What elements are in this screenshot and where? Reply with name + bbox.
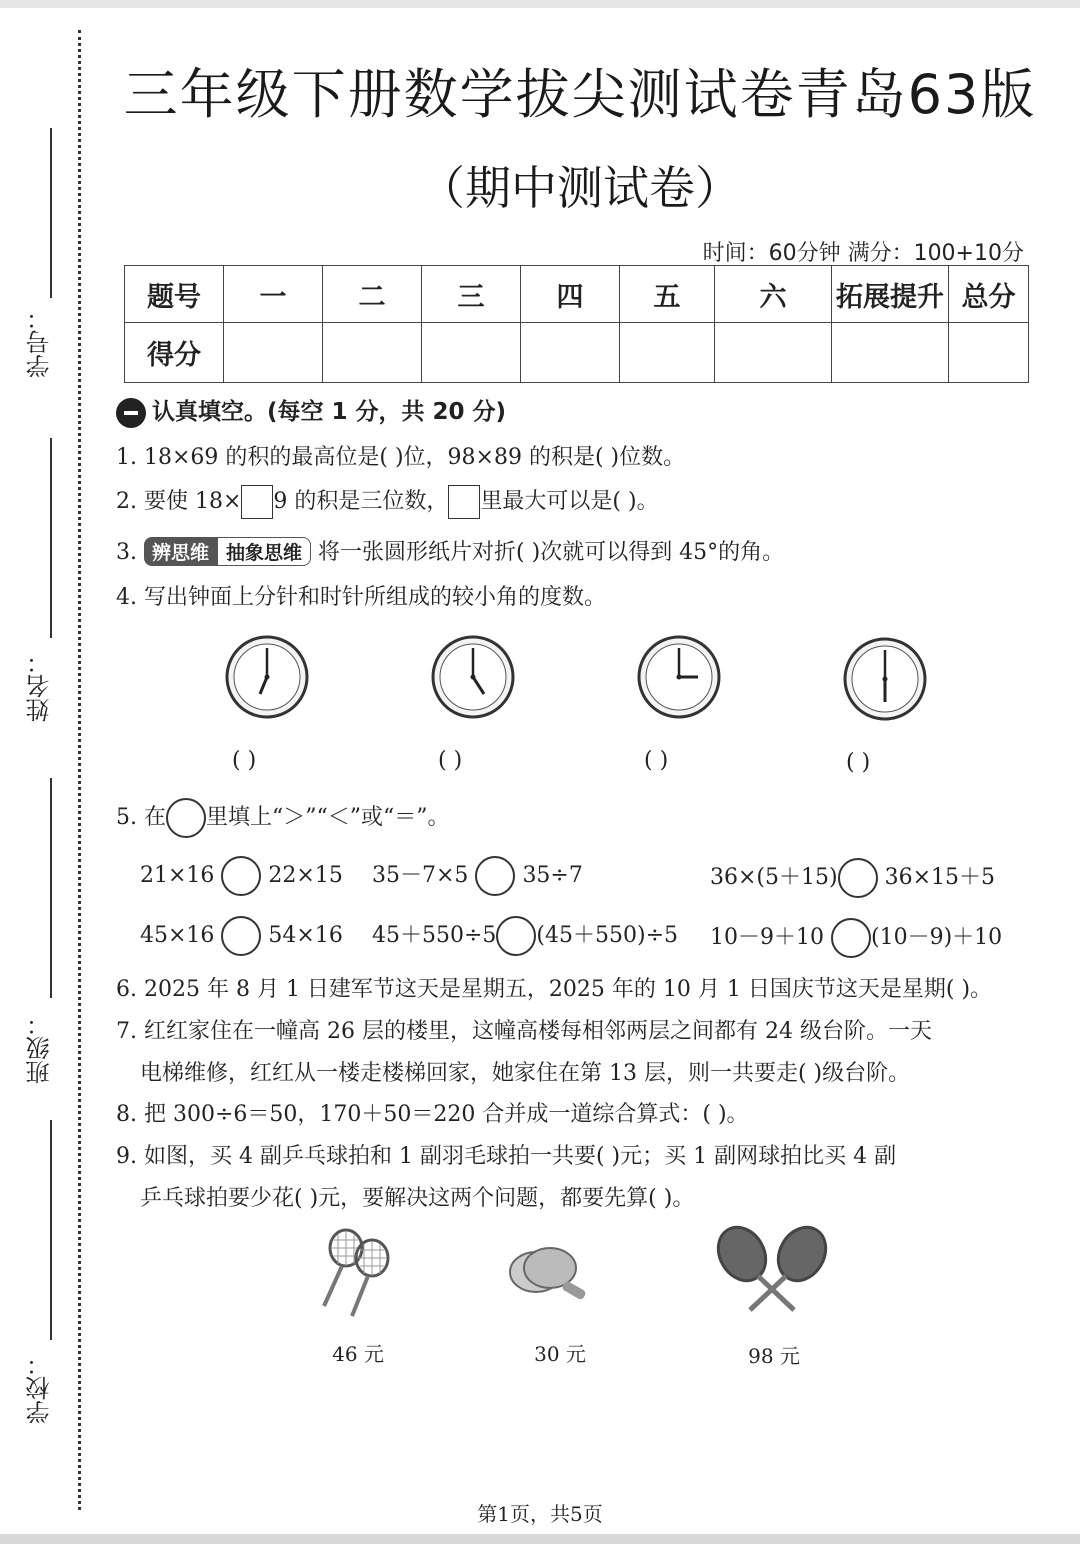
compare-right: (10－9)＋10 [871, 925, 1003, 950]
score-header-cell: 拓展提升 [832, 266, 949, 323]
score-cell[interactable] [715, 323, 832, 383]
question-2-part-a: 2. 要使 18× [116, 489, 242, 514]
compare-left: 10－9＋10 [710, 925, 824, 950]
score-header-cell: 一 [224, 266, 323, 323]
question-3-text: 将一张圆形纸片对折( )次就可以得到 45°的角。 [318, 540, 785, 565]
school-line[interactable] [50, 1120, 52, 1340]
compare-item [710, 858, 995, 898]
section-heading [116, 393, 506, 428]
score-cell[interactable] [422, 323, 521, 383]
compare-left: 45×16 [140, 923, 215, 948]
score-cell[interactable] [323, 323, 422, 383]
tag-thinking: 辨思维 [144, 537, 217, 566]
question-9-line-2: 乒乓球拍要少花( )元，要解决这两个问题，都要先算( )。 [140, 1186, 695, 1211]
exam-meta: 时间：60分钟 满分：100+10分 [702, 241, 1024, 266]
section-one-icon [116, 398, 146, 428]
question-3 [116, 535, 784, 566]
score-table [124, 265, 1029, 383]
tag-abstract: 抽象思维 [217, 537, 311, 566]
clock-icon [430, 634, 516, 720]
score-row-label: 得分 [125, 323, 224, 383]
clock-icon [224, 634, 310, 720]
compare-item [372, 916, 678, 956]
question-6: 6. 2025 年 8 月 1 日建军节这天是星期五，2025 年的 10 月 1 日国庆节这天是星期( )。 [116, 977, 993, 1002]
class-line[interactable] [50, 778, 52, 998]
bottom-edge [0, 1534, 1080, 1544]
cut-line [78, 30, 81, 1510]
question-1: 1. 18×69 的积的最高位是( )位，98×89 的积是( )位数。 [116, 445, 686, 470]
answer-box[interactable] [241, 485, 273, 519]
name-line[interactable] [50, 438, 52, 638]
compare-circle[interactable] [221, 856, 261, 896]
school-label: 学校： [26, 1352, 54, 1424]
compare-right: 22×15 [268, 863, 343, 888]
question-5-part-a: 5. 在 [116, 805, 166, 830]
question-5 [116, 798, 449, 838]
compare-item [140, 916, 343, 956]
question-7-line-1: 7. 红红家住在一幢高 26 层的楼里，这幢高楼每相邻两层之间都有 24 级台阶。一天 [116, 1019, 932, 1044]
score-cell[interactable] [224, 323, 323, 383]
compare-left: 35－7×5 [372, 863, 469, 888]
compare-left: 36×(5＋15) [710, 865, 838, 890]
question-3-number: 3. [116, 540, 137, 565]
price-label: 30 元 [534, 1342, 586, 1366]
compare-circle[interactable] [166, 798, 206, 838]
compare-circle[interactable] [838, 858, 878, 898]
clock-icon [842, 636, 928, 722]
score-cell[interactable] [620, 323, 715, 383]
score-cell[interactable] [521, 323, 620, 383]
page-subtitle: （期中测试卷） [419, 161, 741, 215]
clock-icon [636, 634, 722, 720]
compare-circle[interactable] [496, 916, 536, 956]
score-header-cell: 三 [422, 266, 521, 323]
compare-left: 45＋550÷5 [372, 923, 497, 948]
compare-circle[interactable] [831, 918, 871, 958]
question-2-part-b: 9 的积是三位数， [273, 489, 449, 514]
question-2 [116, 484, 659, 519]
section-heading-text: 认真填空。(每空 1 分，共 20 分) [152, 399, 507, 425]
binding-margin [0, 0, 100, 1544]
compare-right: (45＋550)÷5 [536, 923, 679, 948]
question-2-part-c: 里最大可以是( )。 [480, 489, 659, 514]
question-4: 4. 写出钟面上分针和时针所组成的较小角的度数。 [116, 585, 606, 610]
student-no-label: 学号： [26, 306, 54, 378]
class-label: 班级： [26, 1012, 54, 1084]
compare-right: 35÷7 [522, 863, 583, 888]
score-cell[interactable] [949, 323, 1029, 383]
price-label: 98 元 [748, 1344, 800, 1368]
compare-circle[interactable] [221, 916, 261, 956]
tennis-racket-icon [712, 1224, 832, 1316]
question-5-part-b: 里填上“＞”“＜”或“＝”。 [205, 805, 450, 830]
compare-item [710, 918, 1002, 958]
page-footer: 第1页，共5页 [477, 1502, 603, 1526]
compare-item [372, 856, 583, 896]
compare-right: 36×15＋5 [884, 865, 996, 890]
answer-blank[interactable]: ( ) [846, 750, 871, 775]
badminton-racket-icon [312, 1226, 404, 1318]
score-header-cell: 题号 [125, 266, 224, 323]
ping-pong-paddle-icon [504, 1246, 594, 1304]
question-7-line-2: 电梯维修，红红从一楼走楼梯回家，她家住在第 13 层，则一共要走( )级台阶。 [140, 1061, 911, 1086]
answer-blank[interactable]: ( ) [644, 748, 669, 773]
answer-blank[interactable]: ( ) [232, 748, 257, 773]
score-header-cell: 六 [715, 266, 832, 323]
top-edge [0, 0, 1080, 8]
score-cell[interactable] [832, 323, 949, 383]
price-label: 46 元 [332, 1342, 384, 1366]
answer-blank[interactable]: ( ) [438, 748, 463, 773]
score-header-row [125, 266, 1029, 323]
student-no-line[interactable] [50, 128, 52, 298]
compare-right: 54×16 [268, 923, 343, 948]
name-label: 姓名： [26, 650, 54, 722]
score-header-cell: 四 [521, 266, 620, 323]
question-9-line-1: 9. 如图，买 4 副乒乓球拍和 1 副羽毛球拍一共要( )元；买 1 副网球拍比买 4 副 [116, 1144, 897, 1169]
compare-circle[interactable] [475, 856, 515, 896]
answer-box[interactable] [448, 485, 480, 519]
score-header-cell: 总分 [949, 266, 1029, 323]
score-header-cell: 二 [323, 266, 422, 323]
compare-left: 21×16 [140, 863, 215, 888]
compare-item [140, 856, 343, 896]
page-title: 三年级下册数学拔尖测试卷青岛63版 [123, 63, 1037, 126]
question-8: 8. 把 300÷6＝50，170＋50＝220 合并成一道综合算式：( )。 [116, 1102, 749, 1127]
score-header-cell: 五 [620, 266, 715, 323]
score-value-row [125, 323, 1029, 383]
